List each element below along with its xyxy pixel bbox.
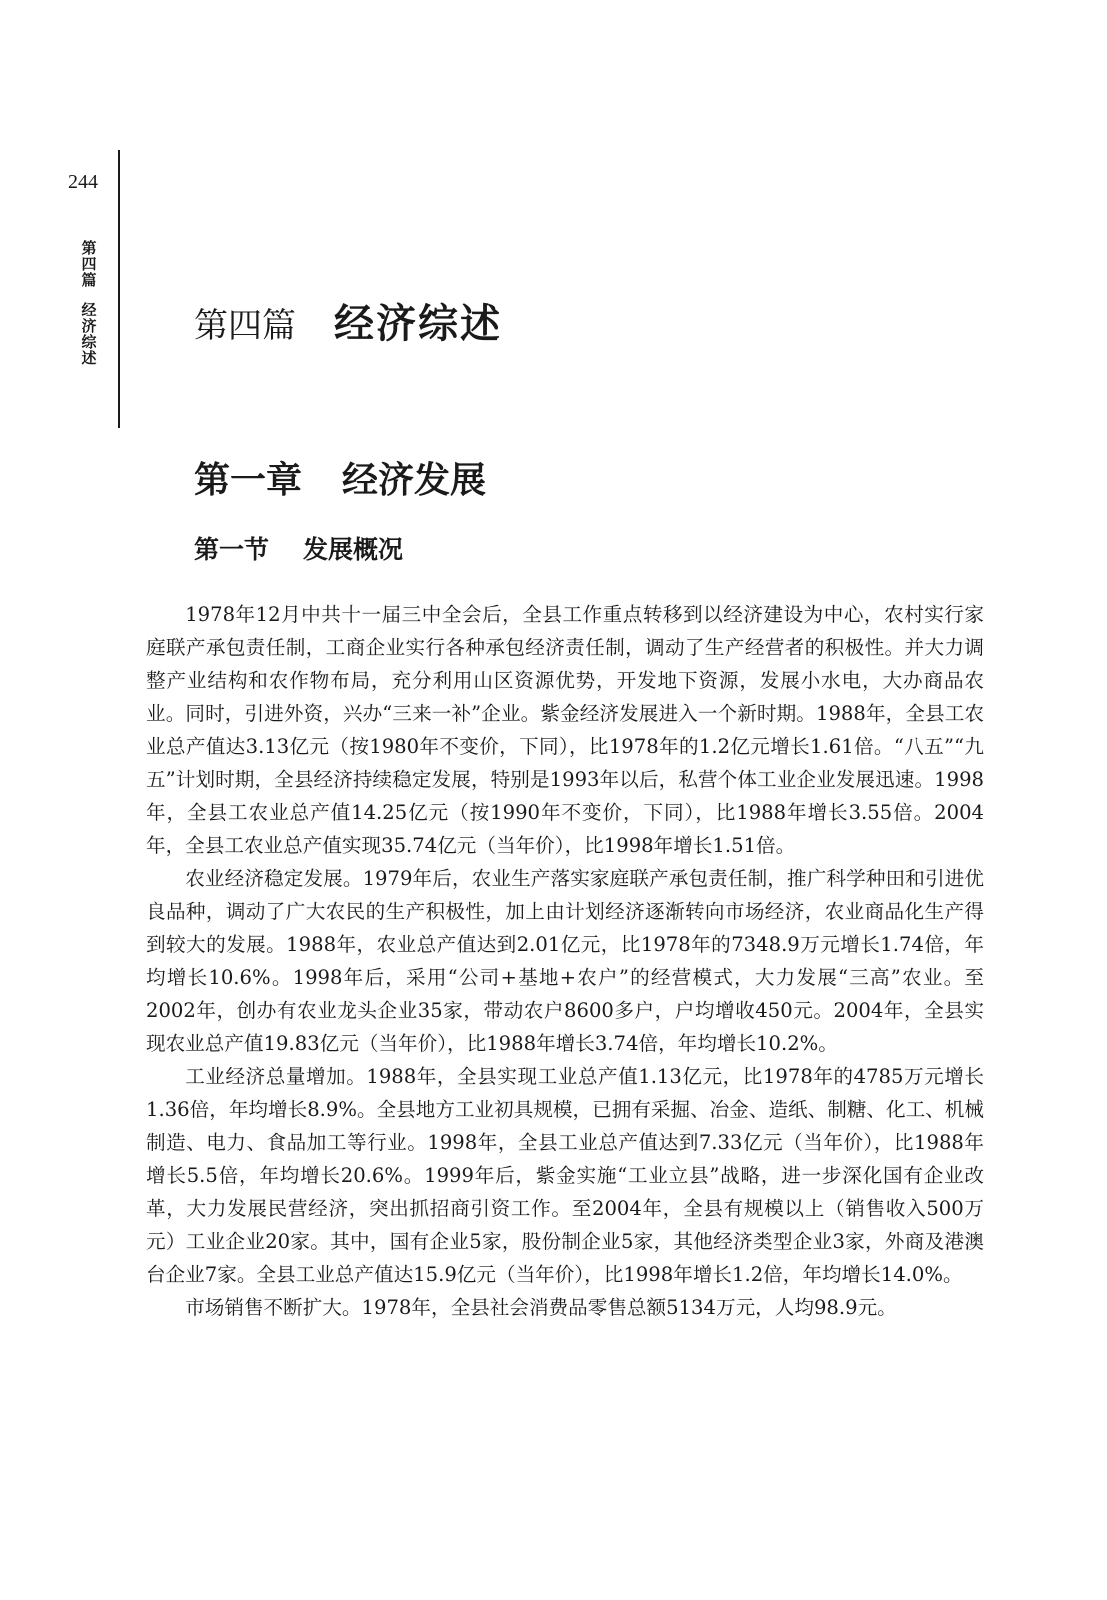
running-head-char: 济 — [81, 317, 97, 335]
running-head-part — [78, 240, 100, 288]
section-name: 发展概况 — [303, 535, 404, 564]
section-label: 第一节 — [194, 535, 270, 564]
running-head-title — [78, 302, 100, 366]
chapter-title — [194, 452, 486, 503]
part-title — [194, 292, 502, 349]
paragraph-market: 市场销售不断扩大。1978年，全县社会消费品零售总额5134万元，人均98.9元。 — [185, 1296, 897, 1319]
margin-rule — [118, 150, 120, 428]
running-head-char: 综 — [81, 333, 97, 351]
running-head-char: 第 — [81, 239, 97, 257]
part-label: 第四篇 — [194, 306, 296, 346]
section-title — [194, 530, 403, 566]
running-head-char: 四 — [81, 255, 97, 273]
running-head-char: 篇 — [81, 271, 97, 289]
part-name: 经济综述 — [334, 301, 502, 347]
page-number: 244 — [68, 171, 98, 193]
chapter-label: 第一章 — [194, 459, 303, 501]
body-text — [146, 598, 984, 1324]
running-head-char: 述 — [81, 349, 97, 367]
running-head — [78, 240, 100, 366]
paragraph-industry: 工业经济总量增加。1988年，全县实现工业总产值1.13亿元，比1978年的4785万元增长1.36倍，年均增长8.9%。全县地方工业初具规模，已拥有采掘、冶金、造纸、制糖、化工、机械制造、电力、食品加工等行业。1998年，全县工业总产值达到7.33亿元（当年价），比1988年增长5.5倍，年均增长20.6%。1999年后，紫金实施“工业立县”战略，进一步深化国有企业改革，大力发展民营经济，突出抓招商引资工作。至2004年，全县有规模以上（销售收入500万元）工业企业20家。其中，国有企业5家，股份制企业5家，其他经济类型企业3家，外商及港澳台企业7家。全县工业总产值达15.9亿元（当年价），比1998年增长1.2倍，年均增长14.0%。 — [146, 1065, 984, 1286]
paragraph-overview: 1978年12月中共十一届三中全会后，全县工作重点转移到以经济建设为中心，农村实行家庭联产承包责任制，工商企业实行各种承包经济责任制，调动了生产经营者的积极性。并大力调整产业结构和农作物布局，充分利用山区资源优势，开发地下资源，发展小水电，大办商品农业。同时，引进外资，兴办“三来一补”企业。紫金经济发展进入一个新时期。1988年，全县工农业总产值达3.13亿元（按1980年不变价，下同），比1978年的1.2亿元增长1.61倍。“八五”“九五”计划时期，全县经济持续稳定发展，特别是1993年以后，私营个体工业企业发展迅速。1998年，全县工农业总产值14.25亿元（按1990年不变价，下同），比1988年增长3.55倍。2004年，全县工农业总产值实现35.74亿元（当年价），比1998年增长1.51倍。 — [146, 603, 984, 857]
paragraph-agriculture: 农业经济稳定发展。1979年后，农业生产落实家庭联产承包责任制，推广科学种田和引进优良品种，调动了广大农民的生产积极性，加上由计划经济逐渐转向市场经济，农业商品化生产得到较大的发展。1988年，农业总产值达到2.01亿元，比1978年的7348.9万元增长1.74倍，年均增长10.6%。1998年后，采用“公司+基地+农户”的经营模式，大力发展“三高”农业。至2002年，创办有农业龙头企业35家，带动农户8600多户，户均增收450元。2004年，全县实现农业总产值19.83亿元（当年价），比1988年增长3.74倍，年均增长10.2%。 — [146, 867, 984, 1055]
chapter-name: 经济发展 — [342, 459, 487, 501]
running-head-char: 经 — [81, 301, 97, 319]
